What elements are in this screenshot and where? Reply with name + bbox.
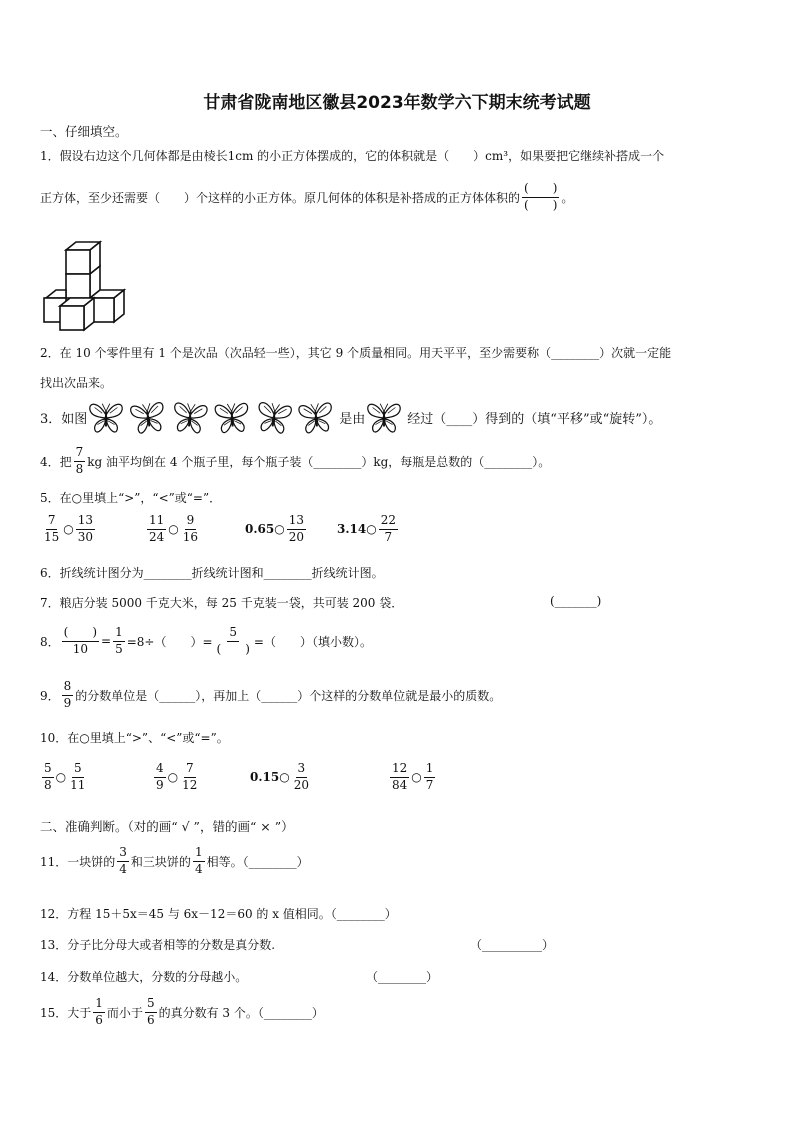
q15-fraction-2 bbox=[145, 997, 157, 1028]
q10-i2-a-den: 9 bbox=[156, 777, 164, 792]
q5-i3-b-den: 20 bbox=[288, 529, 304, 544]
compare-circle-icon[interactable]: ○ bbox=[411, 770, 422, 785]
q9-rest: 的分数单位是（______），再加上（______）个这样的分数单位就是最小的质数。 bbox=[75, 688, 502, 703]
q5-i1-a-den: 15 bbox=[44, 529, 60, 544]
q15-f1-num: 1 bbox=[93, 997, 105, 1013]
q10-i1-a-num: 5 bbox=[42, 762, 54, 778]
q4-row bbox=[40, 446, 550, 477]
q5-i2-a-den: 24 bbox=[149, 529, 165, 544]
q5-i4-prefix: 3.14 bbox=[337, 522, 367, 537]
q11-row bbox=[40, 846, 309, 877]
q10-i3-b-num: 3 bbox=[296, 762, 308, 778]
q13-blank[interactable]: （__________） bbox=[470, 938, 555, 952]
q5-i4-b-den: 7 bbox=[384, 529, 393, 544]
q9-row bbox=[40, 680, 501, 711]
compare-circle-icon[interactable]: ○ bbox=[366, 522, 377, 537]
q2-line1: 2．在 10 个零件里有 1 个是次品（次品轻一些），其它 9 个质量相同。用天平平，至少需要称（________）次就一定能 bbox=[40, 346, 672, 360]
q9-frac-den: 9 bbox=[63, 695, 72, 710]
q4-rest: kg 油平均倒在 4 个瓶子里，每个瓶子装（________）kg，每瓶是总数的（________）。 bbox=[87, 454, 551, 469]
q8-row bbox=[40, 626, 372, 657]
q1-line2-end: 。 bbox=[561, 190, 574, 205]
q2-line2: 找出次品来。 bbox=[40, 376, 113, 390]
q10-items bbox=[40, 762, 437, 793]
q8-f1-num: ( ) bbox=[62, 626, 99, 642]
q15-f2-den: 6 bbox=[146, 1012, 155, 1027]
q8-suffix: =（ ）（填小数）。 bbox=[253, 634, 372, 649]
q4-fraction bbox=[74, 446, 86, 477]
q15-row bbox=[40, 997, 324, 1028]
q8-mid: =8÷（ ）= bbox=[126, 634, 213, 649]
butterfly-icon bbox=[171, 398, 209, 436]
q5-i3-b-num: 13 bbox=[287, 514, 306, 530]
q9-frac-num: 8 bbox=[62, 680, 74, 696]
q10-i3-prefix: 0.15 bbox=[250, 770, 280, 785]
butterfly-icon bbox=[213, 398, 251, 436]
q3-row bbox=[40, 398, 661, 436]
q8-prefix: 8． bbox=[40, 634, 60, 649]
q15-suffix[interactable]: 的真分数有 3 个。（________） bbox=[158, 1005, 324, 1020]
q5-item-2 bbox=[145, 514, 245, 545]
butterfly-icon bbox=[255, 398, 293, 436]
q10-i4-b-num: 1 bbox=[424, 762, 436, 778]
q10-item-4 bbox=[388, 762, 437, 793]
q15-f2-num: 5 bbox=[145, 997, 157, 1013]
q1-frac-den: ( ) bbox=[524, 197, 558, 212]
q7-blank[interactable]: (_______) bbox=[550, 594, 602, 608]
q5-i1-b-num: 13 bbox=[76, 514, 95, 530]
q3-suffix: 经过（____）得到的（填“平移”或“旋转”）。 bbox=[407, 411, 662, 427]
q1-line1: 1．假设右边这个几何体都是由棱长1cm 的小正方体摆成的，它的体积就是（ ）cm³，如果要把它继续补搭成一个 bbox=[40, 149, 665, 163]
q10-item-2 bbox=[152, 762, 250, 793]
q9-fraction bbox=[62, 680, 74, 711]
butterfly-icon bbox=[129, 398, 167, 436]
q4-frac-num: 7 bbox=[74, 446, 86, 462]
q5-i2-b-den: 16 bbox=[182, 529, 199, 544]
q3-mid: 是由 bbox=[339, 411, 366, 427]
q15-f1-den: 6 bbox=[95, 1012, 103, 1027]
q10-i1-b-num: 5 bbox=[72, 762, 84, 778]
q10-i1-b-den: 11 bbox=[70, 777, 86, 792]
q1-fraction bbox=[522, 182, 559, 213]
q10-i4-a-num: 12 bbox=[390, 762, 409, 778]
q5-i4-b-num: 22 bbox=[379, 514, 398, 530]
q15-fraction-1 bbox=[93, 997, 105, 1028]
butterfly-icon bbox=[87, 398, 125, 436]
q10-item-3 bbox=[250, 762, 388, 793]
q14-text: 14．分数单位越大，分数的分母越小。 bbox=[40, 970, 248, 984]
q8-eq1: = bbox=[101, 634, 112, 649]
q8-fraction-3 bbox=[215, 626, 252, 657]
q10-text: 10．在○里填上“>”、“<”或“=”。 bbox=[40, 731, 229, 745]
compare-circle-icon[interactable]: ○ bbox=[279, 770, 290, 785]
q5-item-1 bbox=[40, 514, 145, 545]
q5-i2-a-num: 11 bbox=[147, 514, 166, 530]
compare-circle-icon[interactable]: ○ bbox=[63, 522, 74, 537]
butterfly-strip bbox=[87, 398, 339, 436]
stacked-cubes-figure bbox=[42, 240, 128, 332]
q11-prefix: 11．一块饼的 bbox=[40, 854, 116, 869]
q5-text: 5．在○里填上“>”，“<”或“=”． bbox=[40, 491, 222, 505]
q8-f1-den: 10 bbox=[72, 641, 88, 656]
butterfly-single bbox=[365, 398, 407, 436]
q8-fraction-2 bbox=[113, 626, 125, 657]
q7-text: 7．粮店分装 5000 千克大米，每 25 千克装一袋，共可装 200 袋． bbox=[40, 596, 404, 610]
q11-fraction-2 bbox=[193, 846, 205, 877]
q1-line2 bbox=[40, 182, 573, 213]
q8-f2-num: 1 bbox=[113, 626, 125, 642]
q10-i4-b-den: 7 bbox=[425, 777, 434, 792]
q9-prefix: 9． bbox=[40, 688, 60, 703]
butterfly-icon bbox=[365, 398, 403, 436]
q11-fraction-1 bbox=[117, 846, 129, 877]
q11-f1-num: 3 bbox=[117, 846, 129, 862]
q8-fraction-1 bbox=[62, 626, 99, 657]
q4-frac-den: 8 bbox=[75, 461, 84, 476]
q4-prefix: 4．把 bbox=[40, 454, 72, 469]
q5-item-4 bbox=[337, 514, 400, 545]
q1-frac-num: ( ) bbox=[522, 182, 559, 198]
q10-i4-a-den: 84 bbox=[392, 777, 408, 792]
compare-circle-icon[interactable]: ○ bbox=[168, 522, 179, 537]
q15-mid: 而小于 bbox=[106, 1005, 143, 1020]
compare-circle-icon[interactable]: ○ bbox=[167, 770, 179, 785]
q5-i3-prefix: 0.65 bbox=[245, 522, 275, 537]
q8-f2-den: 5 bbox=[115, 641, 123, 656]
page-title: 甘肃省陇南地区徽县2023年数学六下期末统考试题 bbox=[203, 93, 591, 113]
q10-i2-b-den: 12 bbox=[182, 777, 198, 792]
q11-suffix[interactable]: 相等。（________） bbox=[206, 854, 309, 869]
q3-prefix: 3．如图 bbox=[40, 411, 88, 427]
q5-i1-b-den: 30 bbox=[77, 529, 94, 544]
q10-i1-a-den: 8 bbox=[44, 777, 52, 792]
compare-circle-icon[interactable]: ○ bbox=[55, 770, 67, 785]
q10-item-1 bbox=[40, 762, 152, 793]
q11-f2-den: 4 bbox=[194, 861, 203, 876]
section-2-heading: 二、准确判断。（对的画“ √ ”，错的画“ × ”） bbox=[40, 819, 294, 834]
q10-i3-b-den: 20 bbox=[293, 777, 309, 792]
section-1-heading: 一、仔细填空。 bbox=[40, 124, 128, 139]
q11-mid: 和三块饼的 bbox=[130, 854, 191, 869]
q1-line2-text: 正方体，至少还需要（ ）个这样的小正方体。原几何体的体积是补搭成的正方体体积的 bbox=[40, 190, 521, 205]
q10-i2-a-num: 4 bbox=[154, 762, 166, 778]
q13-text: 13．分子比分母大或者相等的分数是真分数. bbox=[40, 938, 276, 952]
compare-circle-icon[interactable]: ○ bbox=[274, 522, 285, 537]
q5-items bbox=[40, 514, 400, 545]
q11-f1-den: 4 bbox=[119, 861, 127, 876]
q8-f3-num: 5 bbox=[227, 626, 239, 642]
q5-i2-b-num: 9 bbox=[185, 514, 197, 530]
q5-item-3 bbox=[245, 514, 337, 545]
q15-prefix: 15．大于 bbox=[40, 1005, 92, 1020]
q12-text[interactable]: 12．方程 15＋5x＝45 与 6x－12＝60 的 x 值相同。（________） bbox=[40, 907, 397, 921]
q10-i2-b-num: 7 bbox=[184, 762, 196, 778]
q6-text: 6．折线统计图分为________折线统计图和________折线统计图。 bbox=[40, 566, 384, 580]
q11-f2-num: 1 bbox=[193, 846, 205, 862]
q8-f3-den: ( ) bbox=[216, 641, 250, 656]
butterfly-icon bbox=[297, 398, 335, 436]
q14-blank[interactable]: （________） bbox=[366, 970, 439, 984]
q5-i1-a-num: 7 bbox=[46, 514, 58, 530]
